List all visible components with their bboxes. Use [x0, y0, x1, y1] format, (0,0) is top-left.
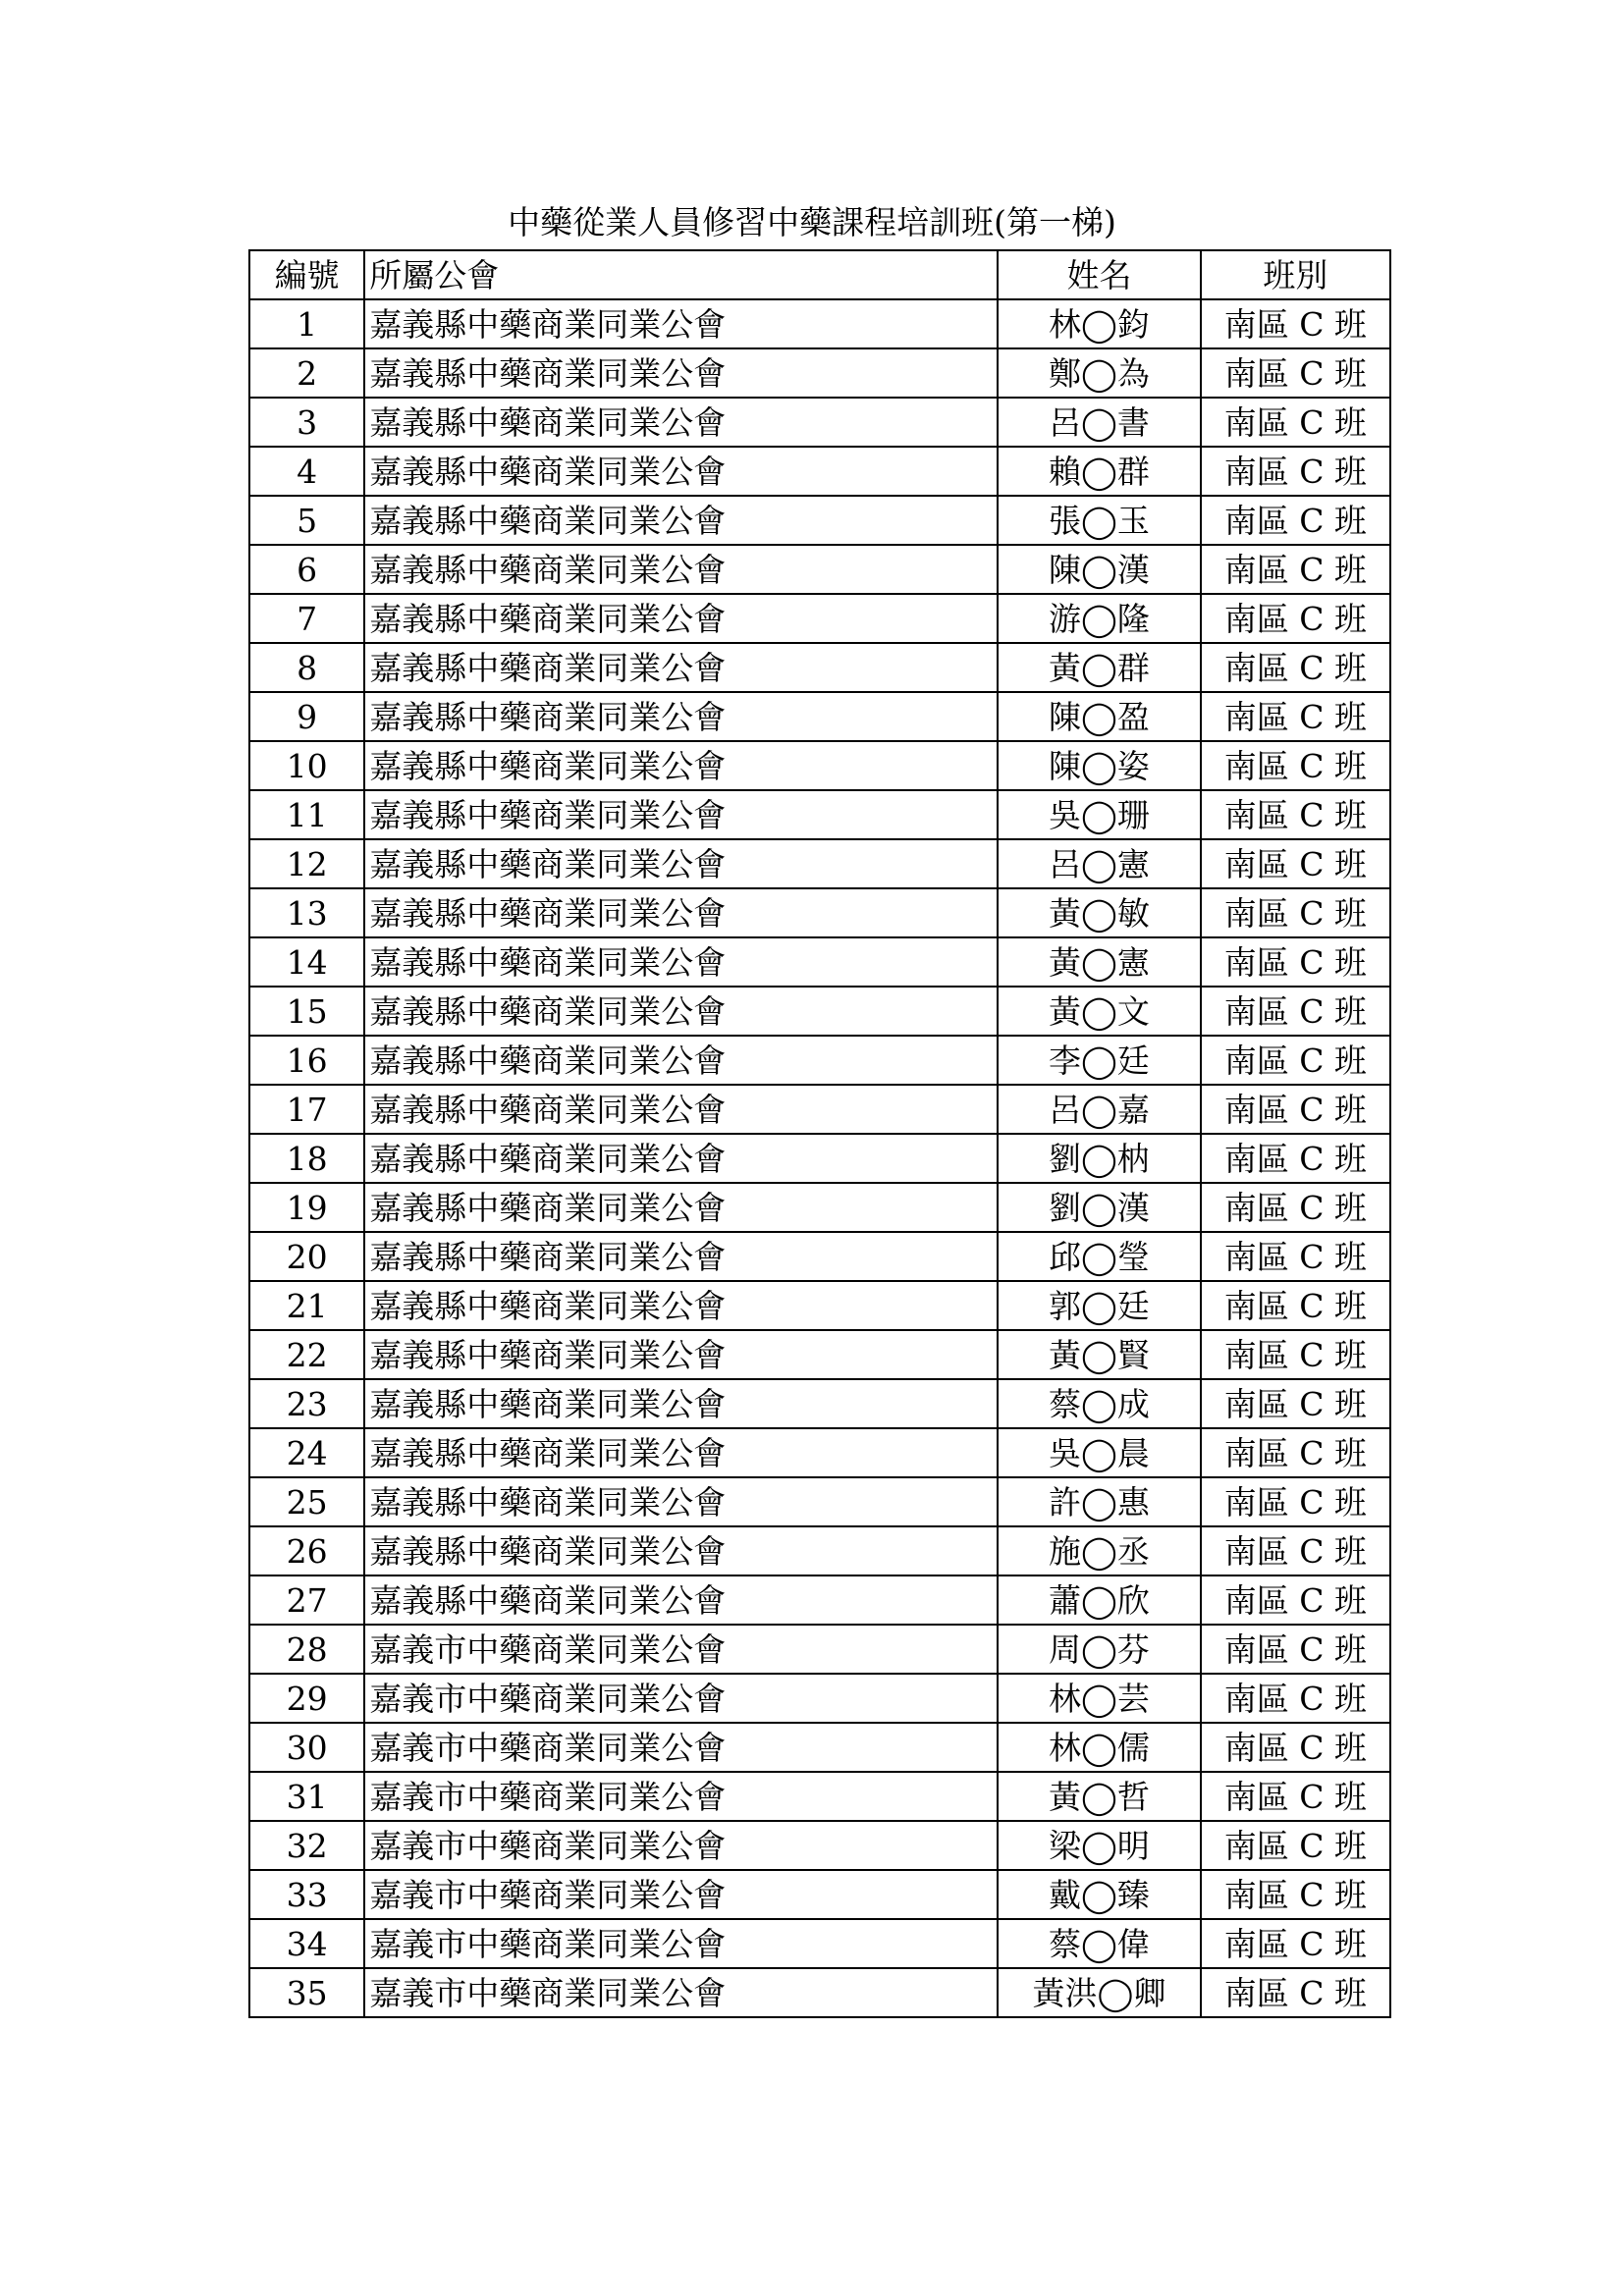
row-association: 嘉義縣中藥商業同業公會 — [364, 299, 998, 348]
table-row — [249, 1183, 1390, 1232]
row-number: 4 — [249, 447, 364, 496]
row-class: 南區 C 班 — [1201, 643, 1390, 692]
row-class: 南區 C 班 — [1201, 1919, 1390, 1968]
table-row — [249, 643, 1390, 692]
row-association: 嘉義市中藥商業同業公會 — [364, 1919, 998, 1968]
row-number: 5 — [249, 496, 364, 545]
row-number: 17 — [249, 1085, 364, 1134]
row-class: 南區 C 班 — [1201, 1330, 1390, 1379]
row-number: 7 — [249, 594, 364, 643]
row-association: 嘉義縣中藥商業同業公會 — [364, 594, 998, 643]
table-row — [249, 1232, 1390, 1281]
table-row — [249, 348, 1390, 398]
row-class: 南區 C 班 — [1201, 299, 1390, 348]
row-class: 南區 C 班 — [1201, 447, 1390, 496]
table-row — [249, 888, 1390, 937]
table-row — [249, 1379, 1390, 1428]
header-class: 班別 — [1201, 250, 1390, 299]
row-association: 嘉義縣中藥商業同業公會 — [364, 741, 998, 790]
row-association: 嘉義縣中藥商業同業公會 — [364, 937, 998, 987]
row-class: 南區 C 班 — [1201, 1232, 1390, 1281]
row-association: 嘉義縣中藥商業同業公會 — [364, 1526, 998, 1575]
row-number: 13 — [249, 888, 364, 937]
header-association: 所屬公會 — [364, 250, 998, 299]
row-association: 嘉義縣中藥商業同業公會 — [364, 987, 998, 1036]
row-name: 戴◯臻 — [998, 1870, 1200, 1919]
table-row — [249, 1134, 1390, 1183]
row-name: 黃◯憲 — [998, 937, 1200, 987]
row-association: 嘉義市中藥商業同業公會 — [364, 1968, 998, 2017]
row-class: 南區 C 班 — [1201, 790, 1390, 839]
table-row — [249, 496, 1390, 545]
row-association: 嘉義市中藥商業同業公會 — [364, 1821, 998, 1870]
row-number: 1 — [249, 299, 364, 348]
row-name: 陳◯漢 — [998, 545, 1200, 594]
table-row — [249, 839, 1390, 888]
table-row — [249, 1575, 1390, 1625]
row-association: 嘉義縣中藥商業同業公會 — [364, 447, 998, 496]
row-class: 南區 C 班 — [1201, 1183, 1390, 1232]
row-class: 南區 C 班 — [1201, 1625, 1390, 1674]
row-association: 嘉義市中藥商業同業公會 — [364, 1870, 998, 1919]
row-class: 南區 C 班 — [1201, 496, 1390, 545]
row-class: 南區 C 班 — [1201, 1085, 1390, 1134]
row-name: 黃洪◯卿 — [998, 1968, 1200, 2017]
row-number: 11 — [249, 790, 364, 839]
row-name: 黃◯敏 — [998, 888, 1200, 937]
row-name: 蔡◯成 — [998, 1379, 1200, 1428]
header-name: 姓名 — [998, 250, 1200, 299]
row-class: 南區 C 班 — [1201, 545, 1390, 594]
row-name: 黃◯群 — [998, 643, 1200, 692]
row-name: 呂◯書 — [998, 398, 1200, 447]
row-name: 吳◯晨 — [998, 1428, 1200, 1477]
row-association: 嘉義縣中藥商業同業公會 — [364, 643, 998, 692]
row-name: 黃◯哲 — [998, 1772, 1200, 1821]
row-class: 南區 C 班 — [1201, 1379, 1390, 1428]
table-row — [249, 741, 1390, 790]
row-name: 黃◯賢 — [998, 1330, 1200, 1379]
row-class: 南區 C 班 — [1201, 741, 1390, 790]
row-name: 梁◯明 — [998, 1821, 1200, 1870]
row-association: 嘉義縣中藥商業同業公會 — [364, 1575, 998, 1625]
row-class: 南區 C 班 — [1201, 937, 1390, 987]
row-name: 鄭◯為 — [998, 348, 1200, 398]
row-class: 南區 C 班 — [1201, 1723, 1390, 1772]
row-name: 林◯儒 — [998, 1723, 1200, 1772]
table-row — [249, 1968, 1390, 2017]
row-name: 張◯玉 — [998, 496, 1200, 545]
table-row — [249, 987, 1390, 1036]
row-association: 嘉義市中藥商業同業公會 — [364, 1625, 998, 1674]
table-row — [249, 1428, 1390, 1477]
table-row — [249, 1772, 1390, 1821]
row-number: 32 — [249, 1821, 364, 1870]
table-row — [249, 1723, 1390, 1772]
row-association: 嘉義縣中藥商業同業公會 — [364, 692, 998, 741]
row-name: 許◯惠 — [998, 1477, 1200, 1526]
row-name: 陳◯姿 — [998, 741, 1200, 790]
row-class: 南區 C 班 — [1201, 888, 1390, 937]
row-association: 嘉義縣中藥商業同業公會 — [364, 1134, 998, 1183]
table-row — [249, 1085, 1390, 1134]
row-class: 南區 C 班 — [1201, 839, 1390, 888]
table-row — [249, 1526, 1390, 1575]
row-number: 22 — [249, 1330, 364, 1379]
table-row — [249, 1281, 1390, 1330]
row-number: 9 — [249, 692, 364, 741]
row-class: 南區 C 班 — [1201, 1821, 1390, 1870]
row-number: 6 — [249, 545, 364, 594]
row-class: 南區 C 班 — [1201, 1870, 1390, 1919]
row-association: 嘉義縣中藥商業同業公會 — [364, 839, 998, 888]
row-class: 南區 C 班 — [1201, 1674, 1390, 1723]
table-row — [249, 1477, 1390, 1526]
row-number: 12 — [249, 839, 364, 888]
row-association: 嘉義縣中藥商業同業公會 — [364, 348, 998, 398]
row-name: 劉◯枘 — [998, 1134, 1200, 1183]
row-number: 34 — [249, 1919, 364, 1968]
row-class: 南區 C 班 — [1201, 1134, 1390, 1183]
row-number: 2 — [249, 348, 364, 398]
row-number: 23 — [249, 1379, 364, 1428]
row-association: 嘉義縣中藥商業同業公會 — [364, 1477, 998, 1526]
row-name: 劉◯漢 — [998, 1183, 1200, 1232]
row-name: 林◯芸 — [998, 1674, 1200, 1723]
header-number: 編號 — [249, 250, 364, 299]
row-number: 20 — [249, 1232, 364, 1281]
row-name: 游◯隆 — [998, 594, 1200, 643]
row-number: 27 — [249, 1575, 364, 1625]
row-class: 南區 C 班 — [1201, 1036, 1390, 1085]
row-number: 24 — [249, 1428, 364, 1477]
row-number: 16 — [249, 1036, 364, 1085]
row-association: 嘉義縣中藥商業同業公會 — [364, 1183, 998, 1232]
row-number: 33 — [249, 1870, 364, 1919]
table-row — [249, 1870, 1390, 1919]
table-row — [249, 398, 1390, 447]
table-row — [249, 447, 1390, 496]
row-association: 嘉義縣中藥商業同業公會 — [364, 1036, 998, 1085]
row-association: 嘉義縣中藥商業同業公會 — [364, 1085, 998, 1134]
row-association: 嘉義縣中藥商業同業公會 — [364, 888, 998, 937]
row-name: 陳◯盈 — [998, 692, 1200, 741]
table-header-row — [249, 250, 1390, 299]
table-row — [249, 1625, 1390, 1674]
row-name: 蕭◯欣 — [998, 1575, 1200, 1625]
row-name: 施◯丞 — [998, 1526, 1200, 1575]
row-name: 賴◯群 — [998, 447, 1200, 496]
row-name: 邱◯瑩 — [998, 1232, 1200, 1281]
row-name: 郭◯廷 — [998, 1281, 1200, 1330]
row-class: 南區 C 班 — [1201, 398, 1390, 447]
row-number: 14 — [249, 937, 364, 987]
row-name: 黃◯文 — [998, 987, 1200, 1036]
row-number: 8 — [249, 643, 364, 692]
row-name: 蔡◯偉 — [998, 1919, 1200, 1968]
row-association: 嘉義市中藥商業同業公會 — [364, 1674, 998, 1723]
roster-table — [248, 249, 1391, 2018]
row-number: 25 — [249, 1477, 364, 1526]
table-row — [249, 1919, 1390, 1968]
row-association: 嘉義縣中藥商業同業公會 — [364, 1379, 998, 1428]
row-class: 南區 C 班 — [1201, 1526, 1390, 1575]
row-association: 嘉義縣中藥商業同業公會 — [364, 790, 998, 839]
row-number: 18 — [249, 1134, 364, 1183]
row-number: 10 — [249, 741, 364, 790]
row-class: 南區 C 班 — [1201, 1575, 1390, 1625]
table-row — [249, 1330, 1390, 1379]
row-name: 呂◯嘉 — [998, 1085, 1200, 1134]
row-number: 26 — [249, 1526, 364, 1575]
table-row — [249, 937, 1390, 987]
row-number: 3 — [249, 398, 364, 447]
row-class: 南區 C 班 — [1201, 348, 1390, 398]
table-row — [249, 299, 1390, 348]
row-number: 30 — [249, 1723, 364, 1772]
table-row — [249, 594, 1390, 643]
document-title: 中藥從業人員修習中藥課程培訓班(第一梯) — [508, 203, 1116, 241]
row-name: 吳◯珊 — [998, 790, 1200, 839]
table-row — [249, 1674, 1390, 1723]
row-association: 嘉義縣中藥商業同業公會 — [364, 496, 998, 545]
row-class: 南區 C 班 — [1201, 1281, 1390, 1330]
row-association: 嘉義市中藥商業同業公會 — [364, 1772, 998, 1821]
row-name: 呂◯憲 — [998, 839, 1200, 888]
row-association: 嘉義縣中藥商業同業公會 — [364, 398, 998, 447]
row-number: 31 — [249, 1772, 364, 1821]
row-class: 南區 C 班 — [1201, 1968, 1390, 2017]
table-row — [249, 790, 1390, 839]
row-association: 嘉義縣中藥商業同業公會 — [364, 1232, 998, 1281]
row-number: 19 — [249, 1183, 364, 1232]
row-association: 嘉義市中藥商業同業公會 — [364, 1723, 998, 1772]
row-association: 嘉義縣中藥商業同業公會 — [364, 545, 998, 594]
row-association: 嘉義縣中藥商業同業公會 — [364, 1428, 998, 1477]
row-number: 29 — [249, 1674, 364, 1723]
row-class: 南區 C 班 — [1201, 1477, 1390, 1526]
row-association: 嘉義縣中藥商業同業公會 — [364, 1330, 998, 1379]
row-name: 周◯芬 — [998, 1625, 1200, 1674]
row-number: 35 — [249, 1968, 364, 2017]
row-number: 28 — [249, 1625, 364, 1674]
table-row — [249, 1036, 1390, 1085]
table-row — [249, 1821, 1390, 1870]
row-number: 15 — [249, 987, 364, 1036]
table-row — [249, 545, 1390, 594]
row-name: 林◯鈞 — [998, 299, 1200, 348]
row-class: 南區 C 班 — [1201, 987, 1390, 1036]
row-class: 南區 C 班 — [1201, 594, 1390, 643]
row-name: 李◯廷 — [998, 1036, 1200, 1085]
roster-body — [249, 299, 1390, 2017]
row-association: 嘉義縣中藥商業同業公會 — [364, 1281, 998, 1330]
row-class: 南區 C 班 — [1201, 1772, 1390, 1821]
table-row — [249, 692, 1390, 741]
row-class: 南區 C 班 — [1201, 692, 1390, 741]
row-class: 南區 C 班 — [1201, 1428, 1390, 1477]
row-number: 21 — [249, 1281, 364, 1330]
